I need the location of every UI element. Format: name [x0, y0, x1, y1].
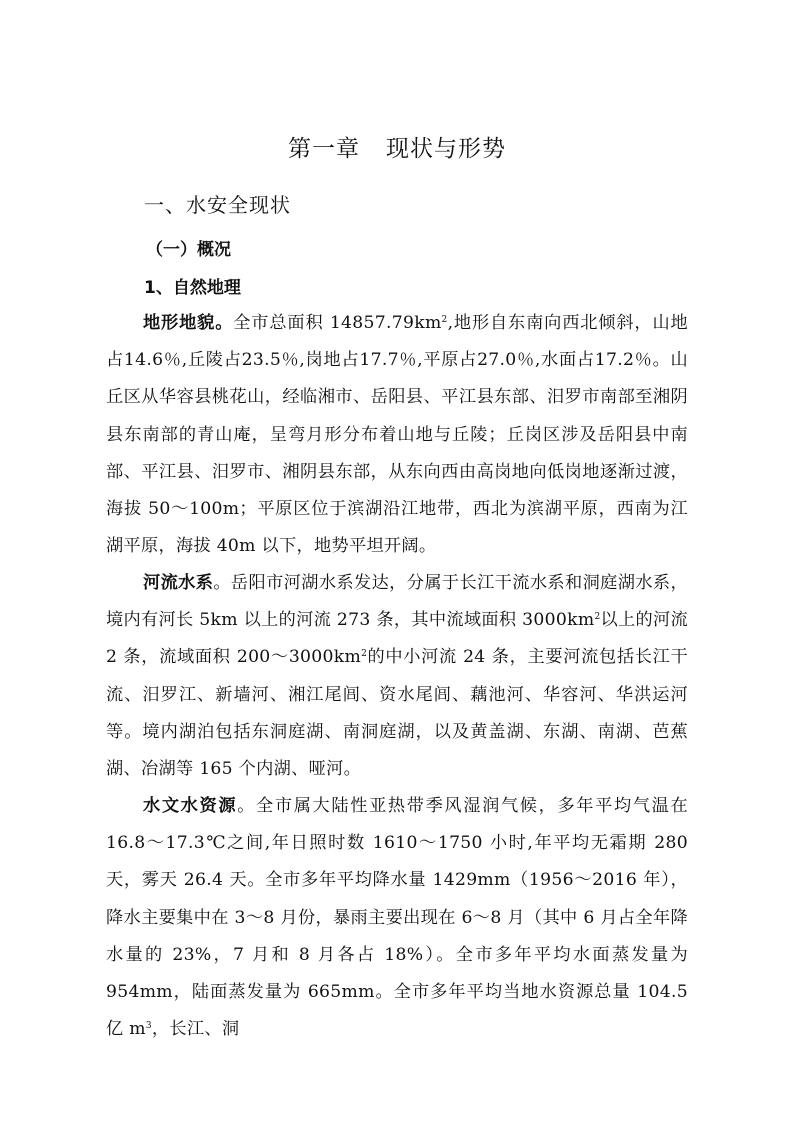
paragraph-text: ,地形自东南向西北倾斜，山地占14.6％,丘陵占23.5％,岗地占17.7％,平原占27.0％,水面占17.2％。山丘区从华容县桃花山，经临湘市、岳阳县、平江县东部、汨罗市南部至湘阴县东南部的青山庵，呈弯月形分布着山地与丘陵；丘岗区涉及岳阳县中南部、平江县、汨罗市、湘阴县东部，从东向西由高岗地向低岗地逐渐过渡，海拔 50～100m；平原区位于滨湖沿江地带，西北为滨湖平原，西南为江湖平原，海拔 40m 以下，地势平坦开阔。	[106, 313, 688, 557]
paragraph-terrain	[106, 305, 688, 565]
paragraph-text: 以上的河流 2 条，流域面积 200～3000km	[106, 610, 688, 668]
paragraph-text: 全市总面积 14857.79km	[233, 313, 442, 333]
chapter-number: 第一章	[288, 136, 360, 162]
superscript: 3	[145, 1021, 152, 1032]
superscript: 2	[361, 649, 368, 660]
chapter-title	[106, 130, 688, 163]
superscript: 2	[441, 315, 448, 325]
chapter-name: 现状与形势	[386, 136, 506, 162]
paragraph-lead: 河流水系	[143, 573, 214, 593]
superscript: 2	[594, 612, 601, 623]
paragraph-text: 。全市属大陆性亚热带季风湿润气候，多年平均气温在 16.8～17.3℃之间,年日照时数 1610～1750 小时,年平均无霜期 280 天，雾天 26.4 天。全市多年平均降水量 1429mm（1956～2016 年），降水主要集中在 3～8 月份，暴雨主要出现在 6～8 月（其中 6 月占全年降水量的 23%，7 月和 8 月各占 18%）。全市多年平均水面蒸发量为 954mm，陆面蒸发量为 665mm。全市多年平均当地水资源总量 104.5 亿 m	[106, 796, 688, 1040]
subsection-heading: （一）概况	[146, 240, 231, 260]
paragraph-lead: 水文水资源	[143, 796, 238, 816]
paragraph-text: 的中小河流 24 条，主要河流包括长江干流、汨罗江、新墙河、湘江尾闾、资水尾闾、藕池河、华容河、华洪运河等。境内湖泊包括东洞庭湖、南洞庭湖，以及黄盖湖、东湖、南湖、芭蕉湖、冶湖等 165 个内湖、哑河。	[106, 647, 688, 780]
paragraph-hydrology	[106, 788, 688, 1048]
paragraph-text: 。岳阳市河湖水系发达，分属于长江干流水系和洞庭湖水系，境内有河长 5km 以上的河流 273 条，其中流域面积 3000km	[106, 573, 689, 631]
paragraph-rivers	[106, 565, 688, 788]
item-heading: 1、自然地理	[144, 278, 241, 298]
paragraph-lead: 地形地貌。	[143, 313, 234, 333]
section-heading: 一、水安全现状	[144, 193, 291, 217]
paragraph-text: ，长江、洞	[151, 1019, 240, 1040]
